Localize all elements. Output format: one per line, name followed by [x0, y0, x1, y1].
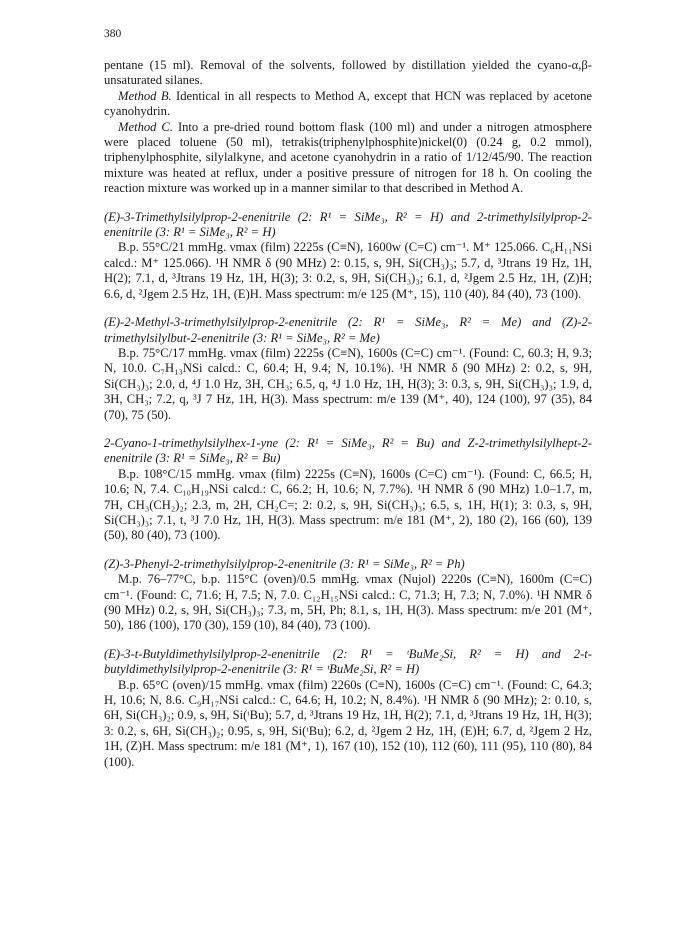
compound-section: [104, 315, 592, 423]
compound-heading: (Z)-3-Phenyl-2-trimethylsilylprop-2-enenitrile (3: R¹ = SiMe₃, R² = Ph): [104, 556, 465, 571]
compound-data: B.p. 55°C/21 mmHg. νmax (film) 2225s (C≡N), 1600w (C=C) cm⁻¹. M⁺ 125.066. C₆H₁₁NSi calcd.: M⁺ 125.066). ¹H NMR δ (90 MHz) 2: 0.15, s, 9H, Si(CH₃)₃; 5.7, d, ³Jtrans 19 Hz, 1H, H(2); 7.1, d, ³Jtrans 19 Hz, 1H, H(3); 3: 0.2, s, 9H, Si(CH₃)₃; 6.1, d, ²Jgem 2.5 Hz, 1H, (Z)H; 6.6, d, ²Jgem 2.5 Hz, 1H, (E)H. Mass spectrum: m/e 125 (M⁺, 15), 110 (40), 84 (40), 73 (100).: [104, 240, 592, 301]
method-c-text: Into a pre-dried round bottom flask (100 ml) and under a nitrogen atmosphere were placed toluene (50 ml), tetrakis(triphenylphosphite)nickel(0) (0.24 g, 0.2 mmol), triphenylphosphite, silylalkyne, and acetone cyanohydrin in a ratio of 1/12/45/90. The reaction mixture was heated at reflux, under a positive pressure of nitrogen for 18 h. On cooling the reaction mixture was worked up in a manner similar to that described in Method A.: [104, 119, 593, 196]
method-b-label: Method B.: [118, 88, 172, 103]
page-number: 380: [104, 28, 122, 40]
compound-section: [104, 557, 592, 634]
compound-heading: (E)-3-t-Butyldimethylsilylprop-2-enenitrile (2: R¹ = ᵗBuMe₂Si, R² = H) and 2-t-butyldimethylsilylprop-2-enenitrile (3: R¹ = ᵗBuMe₂Si, R² = H): [104, 646, 592, 677]
compound-heading: 2-Cyano-1-trimethylsilylhex-1-yne (2: R¹ = SiMe₃, R² = Bu) and Z-2-trimethylsilylhept-2-enenitrile (3: R¹ = SiMe₃, R² = Bu): [104, 435, 592, 466]
intro-paragraph: pentane (15 ml). Removal of the solvents, followed by distillation yielded the cyano-α,β-unsaturated silanes.: [104, 58, 592, 88]
method-b-paragraph: [104, 89, 592, 120]
compound-section: [104, 647, 592, 770]
compound-data: B.p. 108°C/15 mmHg. νmax (film) 2225s (C≡N), 1600s (C=C) cm⁻¹). (Found: C, 66.5; H, 10.6; N, 7.4. C₁₀H₁₉NSi calcd.: C, 66.2; H, 10.6; N, 7.7%). ¹H NMR δ (90 MHz) 1.0–1.7, m, 7H, CH₃(CH₂)₂; 2.3, m, 2H, CH₂C=; 2: 0.2, s, 9H, Si(CH₃)₃; 6.5, s, 1H, H(1); 3: 0.3, s, 9H, Si(CH₃)₃; 7.1, t, ³J 7.0 Hz, 1H, H(3). Mass spectrum: m/e 181 (M⁺, 2), 180 (2), 166 (60), 139 (50), 80 (40), 73 (100).: [104, 466, 592, 543]
compound-section: [104, 210, 592, 302]
compound-data: M.p. 76–77°C, b.p. 115°C (oven)/0.5 mmHg. νmax (Nujol) 2220s (C≡N), 1600m (C=C) cm⁻¹. (Found: C, 71.6; H, 7.5; N, 7.0. C₁₂H₁₅NSi calcd.: C, 71.3; H, 7.3; N, 7.0%). ¹H NMR δ (90 MHz) 0.2, s, 9H, Si(CH₃)₃; 7.3, m, 5H, Ph; 8.1, s, 1H, H(3). Mass spectrum: m/e 201 (M⁺, 50), 186 (100), 170 (30), 159 (10), 84 (40), 73 (100).: [104, 572, 592, 633]
method-c-paragraph: [104, 120, 592, 197]
compound-heading: (E)-2-Methyl-3-trimethylsilylprop-2-enenitrile (2: R¹ = SiMe₃, R² = Me) and (Z)-2-trimethylsilylbut-2-enenitrile (3: R¹ = SiMe₃, R² = Me): [104, 315, 592, 345]
compound-heading: (E)-3-Trimethylsilylprop-2-enenitrile (2: R¹ = SiMe₃, R² = H) and 2-trimethylsilylprop-2-enenitrile (3: R¹ = SiMe₃, R² = H): [104, 209, 592, 240]
article-body: [104, 58, 592, 770]
method-c-label: Method C.: [118, 119, 173, 134]
method-b-text: Identical in all respects to Method A, except that HCN was replaced by acetone cyanohydrin.: [104, 88, 592, 119]
compound-data: B.p. 65°C (oven)/15 mmHg. νmax (film) 2260s (C≡N), 1600s (C=C) cm⁻¹. (Found: C, 64.3; H, 10.6; N, 8.6. C₉H₁₇NSi calcd.: C, 64.6; H, 10.2; N, 8.4%). ¹H NMR δ (90 MHz); 2: 0.10, s, 6H, Si(CH₃)₂; 0.9, s, 9H, Si(ᵗBu); 5.7, d, ³Jtrans 19 Hz, 1H, H(2); 7.1, d, ³Jtrans 19 Hz, 1H, H(3); 3: 0.2, s, 6H, Si(CH₃)₂; 0.95, s, 9H, Si(ᵗBu); 6.2, d, ²Jgem 2 Hz, 1H, (E)H; 6.7, d, ²Jgem 2 Hz, 1H, (Z)H. Mass spectrum: m/e 181 (M⁺, 1), 167 (10), 152 (10), 112 (60), 111 (95), 110 (80), 84 (100).: [104, 677, 592, 769]
compound-section: [104, 436, 592, 544]
compound-data: B.p. 75°C/17 mmHg. νmax (film) 2225s (C≡N), 1600s (C=C) cm⁻¹. (Found: C, 60.3; H, 9.3; N, 10.0. C₇H₁₃NSi calcd.: C, 60.4; H, 9.4; N, 10.1%). ¹H NMR δ (90 MHz) 2: 0.2, s, 9H, Si(CH₃)₃; 2.0, d, ⁴J 1.0 Hz, 3H, CH₃; 6.5, q, ⁴J 1.0 Hz, 1H, H(3); 3: 0.3, s, 9H, Si(CH₃)₃; 1.9, d, 3H, CH₃; 7.2, q, ³J 7 Hz, 1H, H(3). Mass spectrum: m/e 139 (M⁺, 40), 124 (100), 97 (35), 84 (70), 75 (50).: [104, 345, 592, 422]
